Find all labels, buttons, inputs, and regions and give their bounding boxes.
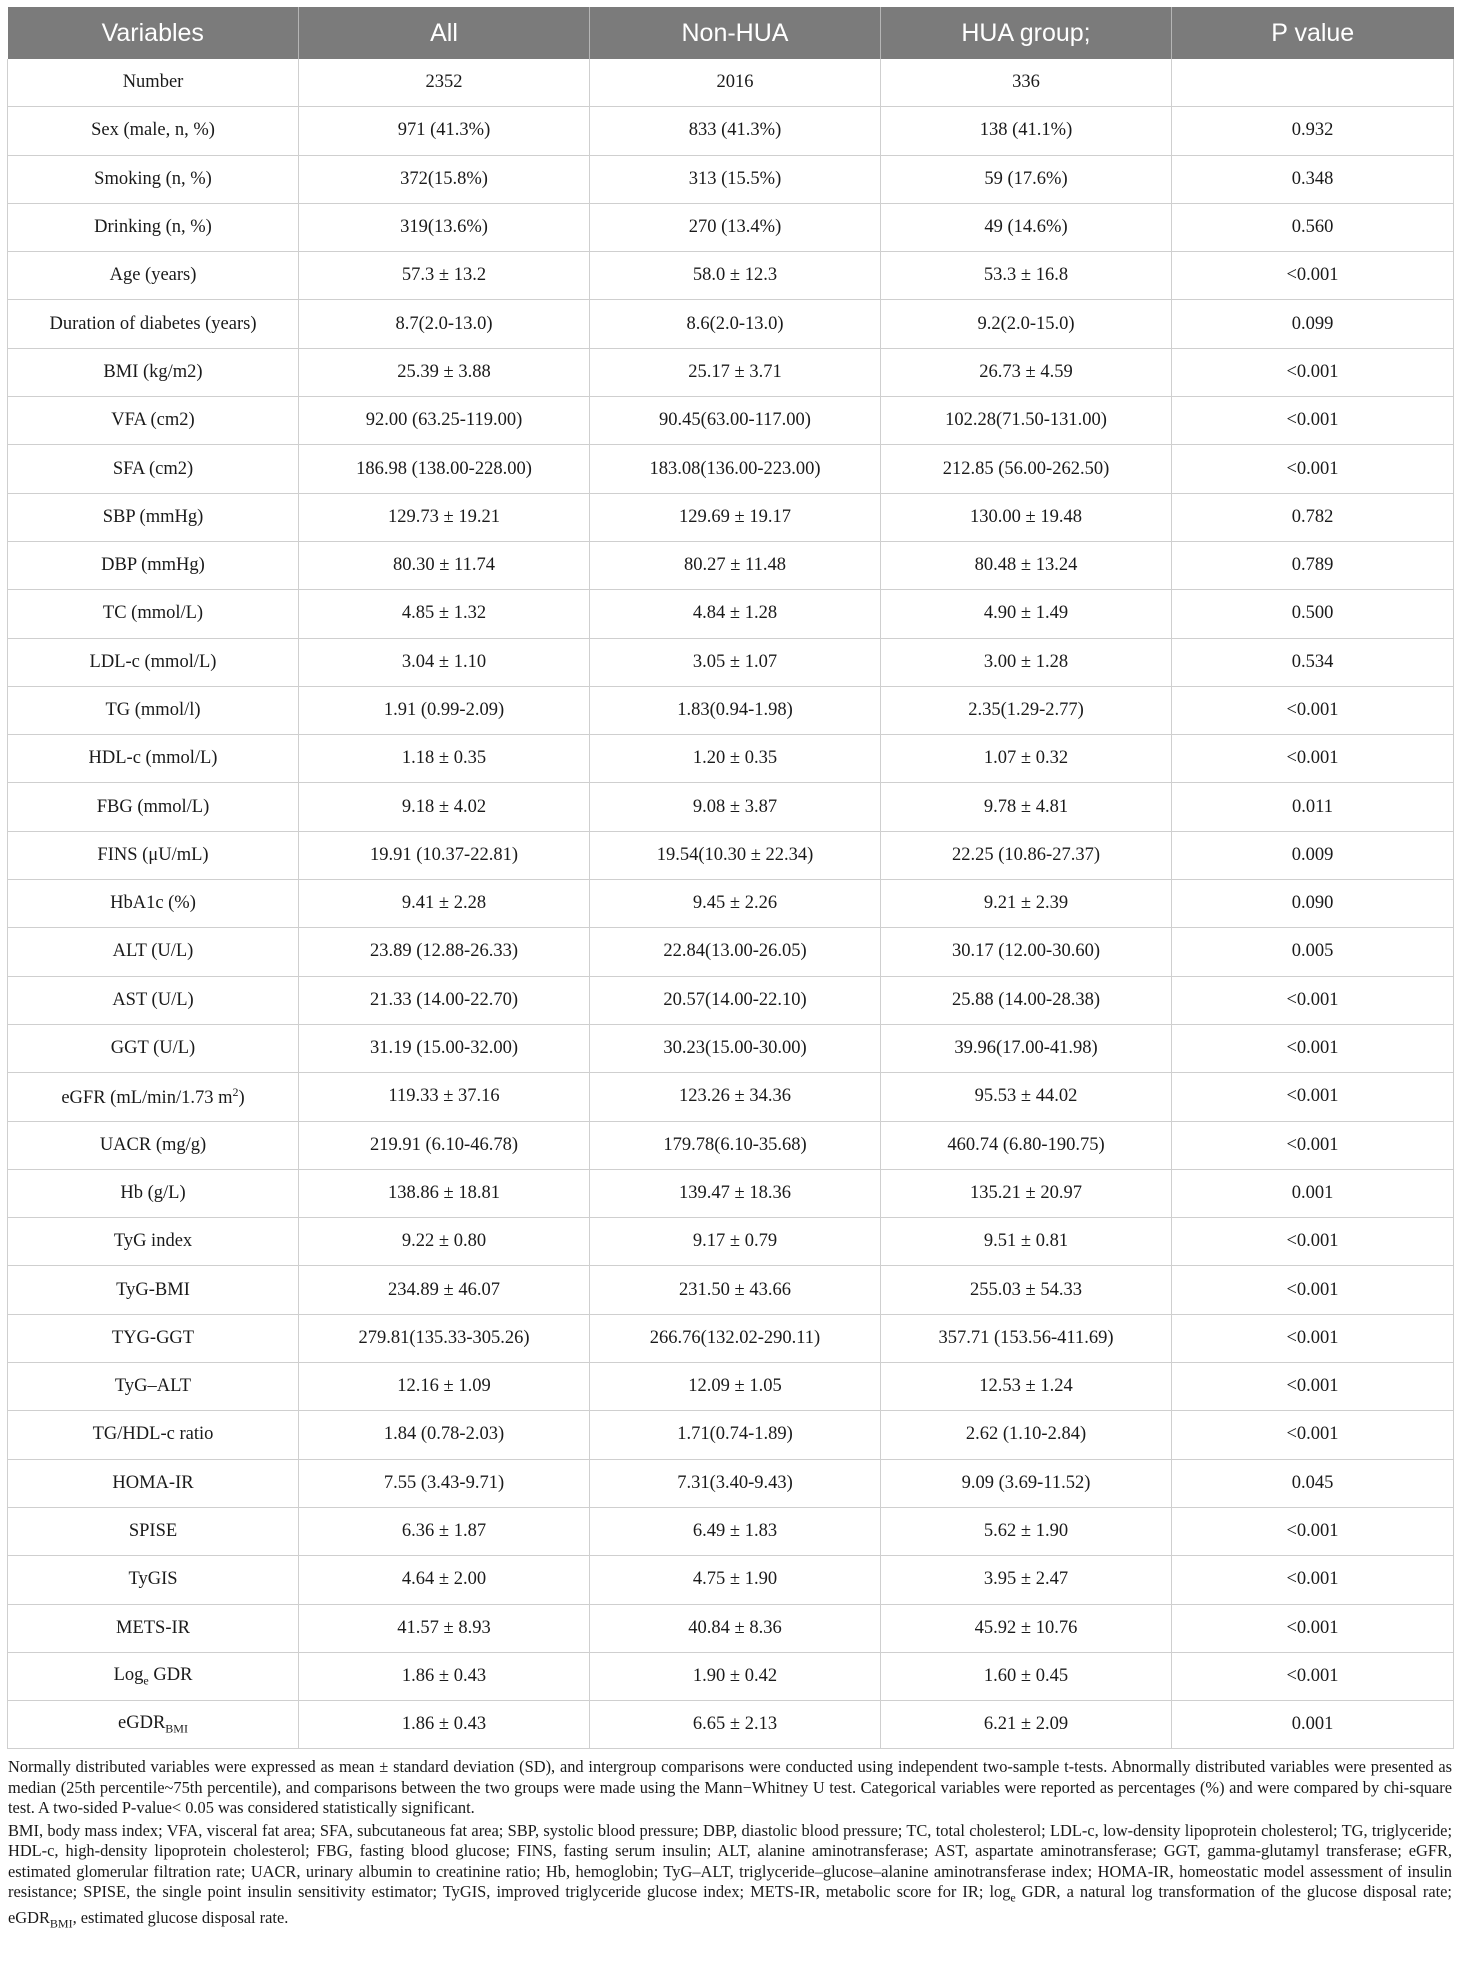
cell-p-value: 0.099 (1172, 300, 1454, 348)
cell-variable (8, 493, 299, 541)
cell-p-value: <0.001 (1172, 1218, 1454, 1266)
table-container (7, 7, 1453, 1936)
cell-all: 129.73 ± 19.21 (299, 493, 590, 541)
cell-non-hua: 1.90 ± 0.42 (590, 1652, 881, 1700)
cell-p-value: 0.011 (1172, 783, 1454, 831)
table-row (8, 1169, 1454, 1217)
table-row (8, 880, 1454, 928)
cell-p-value (1172, 59, 1454, 107)
cell-all: 219.91 (6.10-46.78) (299, 1121, 590, 1169)
cell-variable (8, 348, 299, 396)
variable-label: TyG–ALT (114, 1376, 192, 1397)
table-row (8, 493, 1454, 541)
cell-hua: 4.90 ± 1.49 (881, 590, 1172, 638)
cell-non-hua: 833 (41.3%) (590, 107, 881, 155)
cell-variable (8, 1121, 299, 1169)
cell-variable (8, 252, 299, 300)
variable-label: Log (113, 1664, 144, 1685)
variable-label: FINS (μU/mL) (97, 844, 209, 865)
table-header-row (8, 7, 1454, 59)
cell-variable (8, 1604, 299, 1652)
variable-label: TyGIS (128, 1569, 178, 1590)
variable-label: GGT (U/L) (110, 1038, 196, 1059)
cell-all: 186.98 (138.00-228.00) (299, 445, 590, 493)
cell-non-hua: 183.08(136.00-223.00) (590, 445, 881, 493)
cell-non-hua: 179.78(6.10-35.68) (590, 1121, 881, 1169)
variable-label: SFA (cm2) (112, 458, 194, 479)
cell-hua: 12.53 ± 1.24 (881, 1363, 1172, 1411)
cell-variable (8, 1507, 299, 1555)
cell-non-hua: 80.27 ± 11.48 (590, 541, 881, 589)
variable-label: Age (years) (109, 265, 197, 286)
cell-variable (8, 397, 299, 445)
cell-variable (8, 300, 299, 348)
cell-p-value: <0.001 (1172, 1604, 1454, 1652)
variable-label: Duration of diabetes (years) (49, 313, 257, 334)
cell-hua: 6.21 ± 2.09 (881, 1701, 1172, 1749)
cell-p-value: <0.001 (1172, 735, 1454, 783)
cell-variable (8, 976, 299, 1024)
table-row (8, 1218, 1454, 1266)
variable-label: HDL-c (mmol/L) (88, 748, 218, 769)
cell-hua: 22.25 (10.86-27.37) (881, 831, 1172, 879)
cell-p-value: 0.348 (1172, 155, 1454, 203)
cell-p-value: <0.001 (1172, 1652, 1454, 1700)
cell-all: 7.55 (3.43-9.71) (299, 1459, 590, 1507)
cell-hua: 9.51 ± 0.81 (881, 1218, 1172, 1266)
cell-hua: 49 (14.6%) (881, 203, 1172, 251)
cell-hua: 255.03 ± 54.33 (881, 1266, 1172, 1314)
cell-variable (8, 928, 299, 976)
cell-non-hua: 2016 (590, 59, 881, 107)
cell-hua: 53.3 ± 16.8 (881, 252, 1172, 300)
cell-all: 25.39 ± 3.88 (299, 348, 590, 396)
variable-label: TYG-GGT (111, 1327, 195, 1348)
variable-label: AST (U/L) (112, 989, 194, 1010)
cell-p-value: <0.001 (1172, 1411, 1454, 1459)
cell-hua: 95.53 ± 44.02 (881, 1073, 1172, 1121)
cell-all: 9.18 ± 4.02 (299, 783, 590, 831)
cell-p-value: <0.001 (1172, 252, 1454, 300)
cell-p-value: 0.932 (1172, 107, 1454, 155)
cell-all: 12.16 ± 1.09 (299, 1363, 590, 1411)
cell-non-hua: 129.69 ± 19.17 (590, 493, 881, 541)
cell-all: 1.91 (0.99-2.09) (299, 686, 590, 734)
cell-all: 31.19 (15.00-32.00) (299, 1024, 590, 1072)
cell-variable (8, 638, 299, 686)
cell-all: 971 (41.3%) (299, 107, 590, 155)
cell-hua: 26.73 ± 4.59 (881, 348, 1172, 396)
cell-hua: 336 (881, 59, 1172, 107)
table-row (8, 831, 1454, 879)
cell-hua: 25.88 (14.00-28.38) (881, 976, 1172, 1024)
cell-all: 1.84 (0.78-2.03) (299, 1411, 590, 1459)
variable-label: FBG (mmol/L) (96, 796, 210, 817)
cell-non-hua: 9.17 ± 0.79 (590, 1218, 881, 1266)
cell-variable (8, 590, 299, 638)
cell-variable (8, 686, 299, 734)
baseline-characteristics-table (7, 7, 1454, 1749)
cell-variable (8, 1411, 299, 1459)
cell-hua: 3.00 ± 1.28 (881, 638, 1172, 686)
cell-non-hua: 3.05 ± 1.07 (590, 638, 881, 686)
header-p-value: P value (1172, 7, 1454, 59)
cell-non-hua: 30.23(15.00-30.00) (590, 1024, 881, 1072)
cell-p-value: <0.001 (1172, 397, 1454, 445)
cell-non-hua: 7.31(3.40-9.43) (590, 1459, 881, 1507)
table-row (8, 1459, 1454, 1507)
table-row (8, 928, 1454, 976)
table-row (8, 1314, 1454, 1362)
cell-variable (8, 1556, 299, 1604)
table-row (8, 1073, 1454, 1121)
cell-p-value: <0.001 (1172, 1314, 1454, 1362)
cell-p-value: <0.001 (1172, 445, 1454, 493)
variable-label: TyG-BMI (116, 1279, 190, 1300)
variable-label: LDL-c (mmol/L) (89, 651, 217, 672)
cell-p-value: <0.001 (1172, 1024, 1454, 1072)
cell-hua: 30.17 (12.00-30.60) (881, 928, 1172, 976)
footnote-statistics: Normally distributed variables were expressed as mean ± standard deviation (SD), and intergroup comparisons were conducted using independent two-sample t-tests. Abnormally distributed variables were presented as median (25th percentile~75th percentile), and comparisons between the two groups were made using the Mann−Whitney U test. Categorical variables were reported as percentages (%) and were compared by chi-square test. A two-sided P-value< 0.05 was considered statistically significant. (8, 1757, 1452, 1818)
cell-all: 119.33 ± 37.16 (299, 1073, 590, 1121)
cell-hua: 80.48 ± 13.24 (881, 541, 1172, 589)
cell-non-hua: 1.83(0.94-1.98) (590, 686, 881, 734)
table-row (8, 348, 1454, 396)
cell-non-hua: 6.65 ± 2.13 (590, 1701, 881, 1749)
cell-variable (8, 203, 299, 251)
header-variables: Variables (8, 7, 299, 59)
cell-all: 6.36 ± 1.87 (299, 1507, 590, 1555)
cell-all: 1.86 ± 0.43 (299, 1701, 590, 1749)
variable-label: UACR (mg/g) (99, 1134, 207, 1155)
table-row (8, 638, 1454, 686)
cell-variable (8, 107, 299, 155)
table-row (8, 783, 1454, 831)
variable-label: Hb (g/L) (120, 1182, 186, 1203)
cell-all: 80.30 ± 11.74 (299, 541, 590, 589)
table-row (8, 1507, 1454, 1555)
cell-non-hua: 1.71(0.74-1.89) (590, 1411, 881, 1459)
variable-label: TyG index (113, 1231, 193, 1252)
abbrev-egdr-sub: BMI (49, 1916, 73, 1931)
cell-p-value: 0.001 (1172, 1169, 1454, 1217)
cell-non-hua: 231.50 ± 43.66 (590, 1266, 881, 1314)
table-row (8, 445, 1454, 493)
cell-variable (8, 880, 299, 928)
table-row (8, 397, 1454, 445)
cell-non-hua: 22.84(13.00-26.05) (590, 928, 881, 976)
cell-variable (8, 735, 299, 783)
variable-label: Sex (male, n, %) (91, 120, 215, 141)
cell-non-hua: 123.26 ± 34.36 (590, 1073, 881, 1121)
cell-hua: 9.78 ± 4.81 (881, 783, 1172, 831)
cell-all: 2352 (299, 59, 590, 107)
cell-non-hua: 139.47 ± 18.36 (590, 1169, 881, 1217)
cell-all: 4.64 ± 2.00 (299, 1556, 590, 1604)
cell-hua: 1.07 ± 0.32 (881, 735, 1172, 783)
cell-variable (8, 541, 299, 589)
cell-p-value: <0.001 (1172, 1363, 1454, 1411)
cell-non-hua: 8.6(2.0-13.0) (590, 300, 881, 348)
table-body (8, 59, 1454, 1749)
header-hua-group: HUA group; (881, 7, 1172, 59)
cell-hua: 357.71 (153.56-411.69) (881, 1314, 1172, 1362)
cell-p-value: 0.090 (1172, 880, 1454, 928)
cell-p-value: 0.005 (1172, 928, 1454, 976)
cell-p-value: 0.009 (1172, 831, 1454, 879)
cell-p-value: <0.001 (1172, 1556, 1454, 1604)
variable-label: Smoking (n, %) (94, 168, 212, 189)
cell-all: 23.89 (12.88-26.33) (299, 928, 590, 976)
cell-variable (8, 1363, 299, 1411)
table-row (8, 1024, 1454, 1072)
cell-non-hua: 9.08 ± 3.87 (590, 783, 881, 831)
variable-label: METS-IR (116, 1617, 190, 1638)
table-row (8, 1121, 1454, 1169)
table-row (8, 686, 1454, 734)
variable-label: ALT (U/L) (112, 941, 194, 962)
cell-all: 4.85 ± 1.32 (299, 590, 590, 638)
cell-p-value: 0.782 (1172, 493, 1454, 541)
table-row (8, 252, 1454, 300)
variable-label: TC (mmol/L) (102, 603, 204, 624)
cell-variable (8, 1073, 299, 1121)
cell-hua: 9.21 ± 2.39 (881, 880, 1172, 928)
cell-p-value: 0.560 (1172, 203, 1454, 251)
variable-label: BMI (kg/m2) (103, 361, 203, 382)
cell-hua: 2.35(1.29-2.77) (881, 686, 1172, 734)
cell-non-hua: 20.57(14.00-22.10) (590, 976, 881, 1024)
cell-hua: 460.74 (6.80-190.75) (881, 1121, 1172, 1169)
cell-p-value: <0.001 (1172, 686, 1454, 734)
table-row (8, 1556, 1454, 1604)
cell-hua: 5.62 ± 1.90 (881, 1507, 1172, 1555)
cell-p-value: <0.001 (1172, 1266, 1454, 1314)
cell-p-value: <0.001 (1172, 1507, 1454, 1555)
cell-variable (8, 1459, 299, 1507)
cell-all: 21.33 (14.00-22.70) (299, 976, 590, 1024)
cell-non-hua: 313 (15.5%) (590, 155, 881, 203)
cell-all: 3.04 ± 1.10 (299, 638, 590, 686)
cell-hua: 3.95 ± 2.47 (881, 1556, 1172, 1604)
variable-label-suffix: ) (238, 1087, 245, 1108)
cell-non-hua: 6.49 ± 1.83 (590, 1507, 881, 1555)
header-all: All (299, 7, 590, 59)
cell-all: 41.57 ± 8.93 (299, 1604, 590, 1652)
variable-label-sub: e (143, 1673, 149, 1688)
cell-hua: 59 (17.6%) (881, 155, 1172, 203)
cell-variable (8, 445, 299, 493)
table-row (8, 59, 1454, 107)
cell-hua: 2.62 (1.10-2.84) (881, 1411, 1172, 1459)
cell-non-hua: 40.84 ± 8.36 (590, 1604, 881, 1652)
abbrev-text: BMI, body mass index; VFA, visceral fat area; SFA, subcutaneous fat area; SBP, systolic blood pressure; DBP, diastolic blood pressure; TC, total cholesterol; LDL-c, low-density lipoprotein cholesterol; TG, triglyceride; HDL-c, high-density lipoprotein cholesterol; FBG, fasting blood glucose; FINS, fasting serum insulin; ALT, alanine aminotransferase; AST, aspartate aminotransferase; GGT, gamma-glutamyl transferase; eGFR, estimated glomerular filtration rate; UACR, urinary albumin to creatinine ratio; Hb, hemoglobin; TyG–ALT, triglyceride–glucose–alanine aminotransferase index; HOMA-IR, homeostatic model assessment of insulin resistance; SPISE, the single point insulin sensitivity estimator; TyGIS, improved triglyceride glucose index; METS-IR, metabolic score for IR; log (8, 1820, 1452, 1902)
table-row (8, 1266, 1454, 1314)
cell-non-hua: 1.20 ± 0.35 (590, 735, 881, 783)
cell-all: 138.86 ± 18.81 (299, 1169, 590, 1217)
cell-variable (8, 1652, 299, 1700)
variable-label: SPISE (128, 1521, 178, 1542)
table-footnotes (7, 1757, 1453, 1934)
cell-all: 1.18 ± 0.35 (299, 735, 590, 783)
table-row (8, 976, 1454, 1024)
cell-all: 372(15.8%) (299, 155, 590, 203)
cell-variable (8, 1218, 299, 1266)
cell-non-hua: 4.84 ± 1.28 (590, 590, 881, 638)
cell-variable (8, 831, 299, 879)
cell-variable (8, 1169, 299, 1217)
cell-p-value: <0.001 (1172, 1073, 1454, 1121)
cell-non-hua: 4.75 ± 1.90 (590, 1556, 881, 1604)
cell-variable (8, 1701, 299, 1749)
variable-label: eGFR (mL/min/1.73 m (61, 1087, 233, 1108)
variable-label: TG/HDL-c ratio (92, 1424, 214, 1445)
table-row (8, 155, 1454, 203)
cell-hua: 1.60 ± 0.45 (881, 1652, 1172, 1700)
cell-hua: 130.00 ± 19.48 (881, 493, 1172, 541)
footnote-abbreviations (8, 1821, 1452, 1934)
table-row (8, 203, 1454, 251)
cell-non-hua: 90.45(63.00-117.00) (590, 397, 881, 445)
cell-non-hua: 270 (13.4%) (590, 203, 881, 251)
cell-variable (8, 155, 299, 203)
cell-all: 57.3 ± 13.2 (299, 252, 590, 300)
cell-hua: 39.96(17.00-41.98) (881, 1024, 1172, 1072)
cell-variable (8, 1024, 299, 1072)
abbrev-text-end: , estimated glucose disposal rate. (72, 1908, 289, 1928)
cell-p-value: <0.001 (1172, 976, 1454, 1024)
cell-p-value: 0.001 (1172, 1701, 1454, 1749)
variable-label: DBP (mmHg) (101, 555, 205, 576)
cell-all: 8.7(2.0-13.0) (299, 300, 590, 348)
cell-all: 9.41 ± 2.28 (299, 880, 590, 928)
variable-label: SBP (mmHg) (102, 506, 204, 527)
cell-all: 19.91 (10.37-22.81) (299, 831, 590, 879)
cell-non-hua: 25.17 ± 3.71 (590, 348, 881, 396)
cell-non-hua: 266.76(132.02-290.11) (590, 1314, 881, 1362)
cell-p-value: 0.500 (1172, 590, 1454, 638)
table-row (8, 107, 1454, 155)
cell-p-value: 0.534 (1172, 638, 1454, 686)
cell-non-hua: 58.0 ± 12.3 (590, 252, 881, 300)
variable-label: Number (122, 72, 184, 93)
cell-all: 279.81(135.33-305.26) (299, 1314, 590, 1362)
table-row (8, 1604, 1454, 1652)
cell-variable (8, 59, 299, 107)
table-row (8, 1701, 1454, 1749)
cell-hua: 135.21 ± 20.97 (881, 1169, 1172, 1217)
variable-label: VFA (cm2) (111, 410, 195, 431)
variable-label: Drinking (n, %) (94, 217, 212, 238)
table-row (8, 590, 1454, 638)
table-row (8, 1411, 1454, 1459)
cell-all: 1.86 ± 0.43 (299, 1652, 590, 1700)
cell-variable (8, 783, 299, 831)
cell-p-value: 0.045 (1172, 1459, 1454, 1507)
cell-all: 9.22 ± 0.80 (299, 1218, 590, 1266)
header-non-hua: Non-HUA (590, 7, 881, 59)
variable-label: HOMA-IR (112, 1472, 194, 1493)
variable-label-suffix: GDR (148, 1664, 193, 1685)
cell-variable (8, 1314, 299, 1362)
table-row (8, 1363, 1454, 1411)
cell-p-value: <0.001 (1172, 1121, 1454, 1169)
cell-all: 92.00 (63.25-119.00) (299, 397, 590, 445)
cell-hua: 102.28(71.50-131.00) (881, 397, 1172, 445)
cell-hua: 138 (41.1%) (881, 107, 1172, 155)
cell-all: 234.89 ± 46.07 (299, 1266, 590, 1314)
variable-label: TG (mmol/l) (105, 700, 201, 720)
cell-non-hua: 9.45 ± 2.26 (590, 880, 881, 928)
variable-label: eGDR (118, 1712, 166, 1733)
cell-hua: 9.09 (3.69-11.52) (881, 1459, 1172, 1507)
cell-non-hua: 19.54(10.30 ± 22.34) (590, 831, 881, 879)
cell-p-value: 0.789 (1172, 541, 1454, 589)
cell-all: 319(13.6%) (299, 203, 590, 251)
table-row (8, 735, 1454, 783)
abbrev-text-mid: GDR, a natural log transformation of the glucose disposal rate; eGDR (8, 1882, 1452, 1928)
variable-label: HbA1c (%) (110, 893, 196, 914)
cell-p-value: <0.001 (1172, 348, 1454, 396)
variable-label-sup: 2 (232, 1084, 239, 1099)
cell-hua: 9.2(2.0-15.0) (881, 300, 1172, 348)
table-row (8, 300, 1454, 348)
table-row (8, 541, 1454, 589)
cell-variable (8, 1266, 299, 1314)
abbrev-loge-sub: e (1010, 1890, 1016, 1905)
cell-non-hua: 12.09 ± 1.05 (590, 1363, 881, 1411)
cell-hua: 212.85 (56.00-262.50) (881, 445, 1172, 493)
cell-hua: 45.92 ± 10.76 (881, 1604, 1172, 1652)
variable-label-sub: BMI (165, 1721, 188, 1736)
table-row (8, 1652, 1454, 1700)
